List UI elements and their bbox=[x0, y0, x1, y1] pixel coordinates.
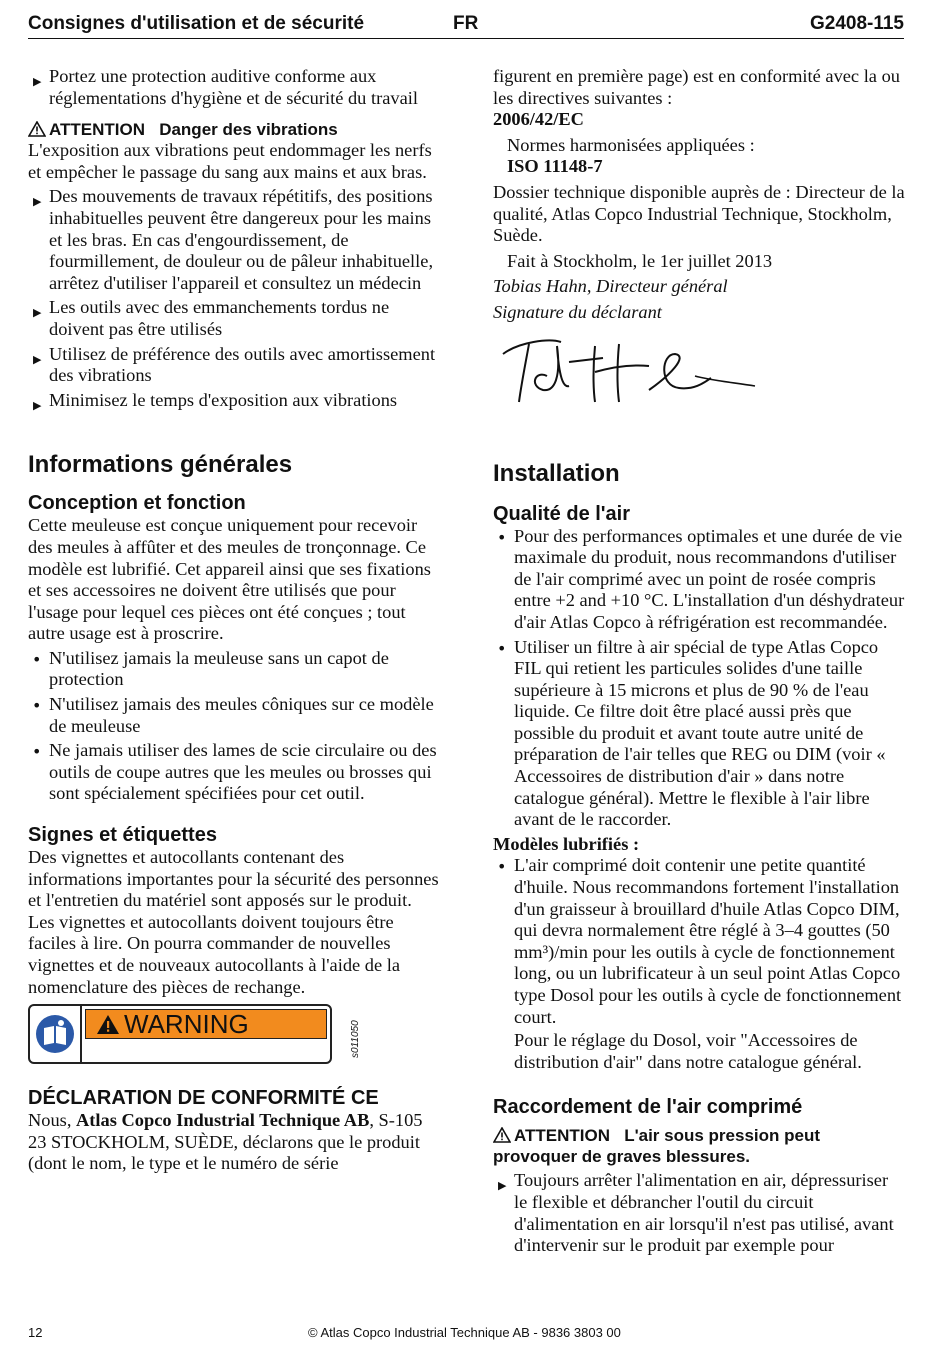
signatory: Tobias Hahn, Directeur général bbox=[493, 276, 728, 297]
lubricated-models-label: Modèles lubrifiés : bbox=[493, 833, 640, 854]
air-quality-list bbox=[493, 526, 905, 831]
triangle-bullet-icon: ▶ bbox=[33, 306, 42, 320]
vibration-intro: L'exposition aux vibrations peut endommager les nerfs et empêcher le passage du sang aux mains et aux bras. bbox=[28, 140, 432, 182]
signature-caption: Signature du déclarant bbox=[493, 301, 662, 322]
installation-heading: Installation bbox=[493, 459, 620, 487]
signs-heading: Signes et étiquettes bbox=[28, 824, 217, 847]
attention-vibrations: ATTENTION Danger des vibrations bbox=[28, 119, 440, 140]
bullet-dot-icon: • bbox=[32, 696, 42, 716]
compressed-air-connection-heading: Raccordement de l'air comprimé bbox=[493, 1096, 803, 1119]
triangle-bullet-icon: ▶ bbox=[33, 352, 42, 366]
list-item: ▶ Toujours arrêter l'alimentation en air, dépressuriser le flexible et débrancher l'outil du circuit d'alimentation en air lorsqu'il n'est pas utilisé, avant d'intervenir sur le produit par exemple pour bbox=[498, 1170, 894, 1256]
list-item: ▶ Les outils avec des emmanchements tordus ne doivent pas être utilisés bbox=[33, 297, 390, 339]
list-item: ▶ Portez une protection auditive conforme aux réglementations d'hygiène et de sécurité du travail bbox=[33, 66, 418, 108]
read-manual-icon bbox=[30, 1006, 82, 1062]
page-header bbox=[28, 10, 904, 39]
bullet-dot-icon: • bbox=[32, 649, 42, 669]
bullet-dot-icon: • bbox=[32, 742, 42, 762]
list-item: • Utiliser un filtre à air spécial de type Atlas Copco FIL qui retient les particules solides d'une taille supérieure à 15 microns et plus de 90 % de l'eau liquide. Ce filtre doit être placé aussi près que possible du produit et avant toute autre unité de préparation de l'air telles que REG ou DIM (voir « Accessoires de distribution d'air » dans notre catalogue général). Mettre le flexible à l'air libre avant de le raccorder. bbox=[497, 636, 886, 830]
bullet-dot-icon: • bbox=[497, 638, 507, 658]
air-quality-heading: Qualité de l'air bbox=[493, 502, 631, 525]
header-title: Consignes d'utilisation et de sécurité bbox=[28, 13, 365, 34]
warning-triangle-icon bbox=[493, 1127, 511, 1143]
list-item: ▶ Des mouvements de travaux répétitifs, des positions inhabituelles peuvent être dangereux pour les mains et les bras. En cas d'engourdissement, de fourmillement, de douleur ou de pâleur inhabituelle, arrêtez d'utiliser l'appareil et consultez un médecin bbox=[33, 186, 434, 293]
list-item: • Pour des performances optimales et une durée de vie maximale du produit, nous recommandons d'utiliser de l'air comprimé avec un point de rosée compris entre +2 and +10 °C. L'installation d'un déshydrateur d'air Atlas Copco à réfrigération est recommandée. bbox=[497, 525, 905, 632]
standard: ISO 11148-7 bbox=[507, 156, 603, 177]
general-info-heading: Informations générales bbox=[28, 451, 293, 479]
warning-triangle-icon bbox=[28, 121, 46, 137]
declaration-continued: figurent en première page) est en conformité avec la ou les directives suivantes : bbox=[493, 66, 900, 108]
list-item: • L'air comprimé doit contenir une petite quantité d'huile. Nous recommandons fortement l'installation d'un graisseur à brouillard d'huile Atlas Copco DIM, qui devra normalement être réglé à 3–4 gouttes (50 mm³)/min pour les outils à cycle de fonctionnement long, ou un lubrificateur à un seul point Atlas Copco type Dosol pour les outils à cycle de fonctionnement court. bbox=[497, 855, 902, 1027]
bullet-dot-icon: • bbox=[497, 857, 507, 877]
page-number: 12 bbox=[28, 1325, 43, 1340]
declaration-text: Nous, Atlas Copco Industrial Technique AB, S-105 23 STOCKHOLM, SUÈDE, déclarons que le produit (dont le nom, le type et le numéro de série bbox=[28, 1110, 423, 1174]
left-column bbox=[28, 66, 440, 1175]
triangle-bullet-icon: ▶ bbox=[498, 1179, 507, 1193]
place-date: Fait à Stockholm, le 1er juillet 2013 bbox=[507, 250, 773, 271]
design-text: Cette meuleuse est conçue uniquement pour recevoir des meules à affûter et des meules de tronçonnage. Ce modèle est lubrifié. Cet appareil ainsi que ses fixations et ses accessoires ne doivent être utilisés que pour l'usage pour lequel ces pièces ont été conçues ; tout autre usage est à proscrire. bbox=[28, 515, 431, 644]
technical-file: Dossier technique disponible auprès de : Directeur de la qualité, Atlas Copco Industrial Technique, Stockholm, Suède. bbox=[493, 181, 905, 246]
dosol-note: Pour le réglage du Dosol, voir "Accessoires de distribution d'air" dans notre catalogue général. bbox=[514, 1030, 862, 1072]
design-list bbox=[28, 648, 440, 805]
label-code: s011050 bbox=[350, 1020, 361, 1059]
design-heading: Conception et fonction bbox=[28, 492, 246, 515]
standards-label: Normes harmonisées appliquées : bbox=[507, 134, 755, 155]
right-column bbox=[493, 66, 905, 1260]
list-item: ▶ Utilisez de préférence des outils avec amortissement des vibrations bbox=[33, 343, 436, 386]
triangle-bullet-icon: ▶ bbox=[33, 195, 42, 209]
warning-bar: WARNING bbox=[85, 1009, 327, 1039]
bullet-dot-icon: • bbox=[497, 527, 507, 547]
copyright: © Atlas Copco Industrial Technique AB - 9836 3803 00 bbox=[308, 1325, 621, 1340]
attention-pressure: ATTENTION L'air sous pression peut provoquer de graves blessures. bbox=[493, 1126, 820, 1167]
signs-text: Des vignettes et autocollants contenant des informations importantes pour la sécurité des personnes et l'entretien du matériel sont apposés sur le produit. Les vignettes et autocollants doivent toujours être faciles à lire. On pourra commander de nouvelles vignettes et de nouveaux autocollants à l'aide de la nomenclature des pièces de rechange. bbox=[28, 847, 439, 997]
declaration-heading: DÉCLARATION DE CONFORMITÉ CE bbox=[28, 1087, 379, 1110]
header-doc-number: G2408-115 bbox=[809, 13, 904, 34]
signature-image bbox=[499, 336, 759, 411]
triangle-bullet-icon: ▶ bbox=[33, 398, 42, 412]
warning-label bbox=[28, 1004, 332, 1064]
header-language: FR bbox=[453, 13, 479, 34]
warning-triangle-icon bbox=[96, 1014, 120, 1035]
list-item: • N'utilisez jamais des meules côniques sur ce modèle de meuleuse bbox=[32, 694, 434, 736]
list-item: • N'utilisez jamais la meuleuse sans un capot de protection bbox=[32, 647, 389, 690]
list-item: ▶ Minimisez le temps d'exposition aux vibrations bbox=[28, 390, 440, 412]
vibration-list bbox=[28, 186, 440, 411]
triangle-bullet-icon: ▶ bbox=[33, 75, 42, 88]
directive: 2006/42/EC bbox=[493, 109, 584, 130]
list-item: • Ne jamais utiliser des lames de scie circulaire ou des outils de coupe autres que les meules ou brosses qui sont spécialement spécifiées pour cet outil. bbox=[32, 740, 437, 804]
